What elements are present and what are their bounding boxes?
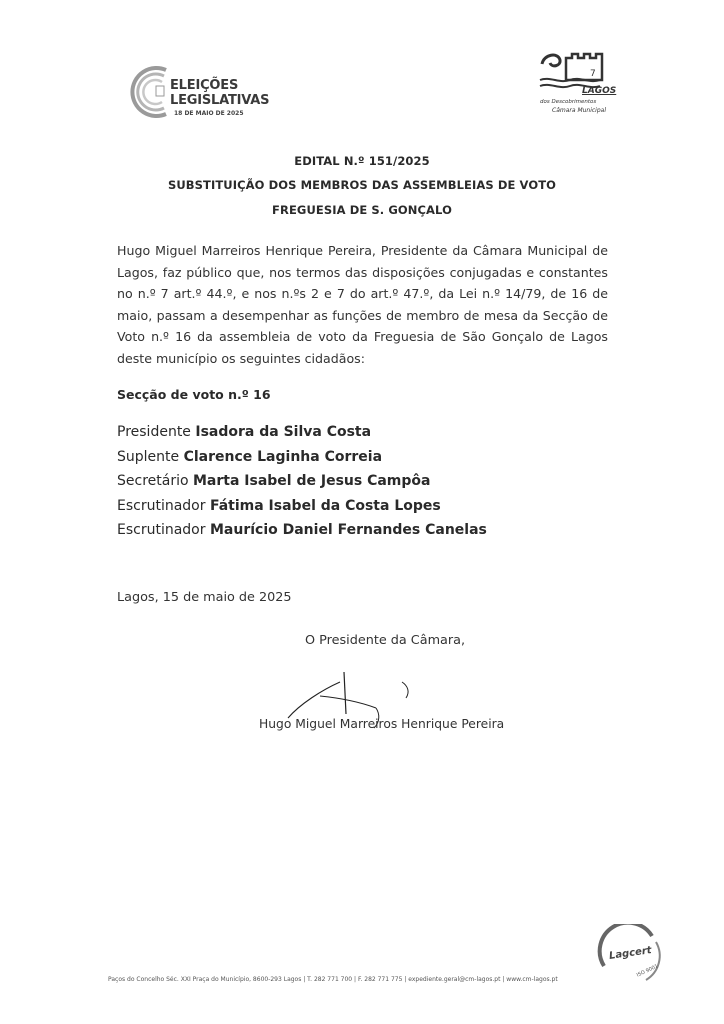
date-line: Lagos, 15 de maio de 2025 (117, 590, 292, 605)
signatory-name: Hugo Miguel Marreiros Henrique Pereira (259, 717, 505, 731)
member-row-substitute (117, 445, 487, 470)
certification-seal (596, 924, 666, 988)
document-title: EDITAL N.º 151/2025 (294, 154, 430, 168)
member-row-secretary (117, 469, 487, 494)
lagos-logo-entity: Câmara Municipal (552, 107, 607, 114)
member-role: Secretário (117, 473, 189, 489)
footer-contact: Paços do Concelho Séc. XXI Praça do Município, 8600-293 Lagos | T. 282 771 700 | F. 282 771 775 | expediente.geral@cm-lagos.pt | www.cm-lagos.pt (108, 976, 558, 983)
member-role: Escrutinador (117, 522, 206, 538)
elections-c-icon (130, 64, 174, 120)
member-name: Clarence Laginha Correia (183, 448, 383, 465)
member-name: Maurício Daniel Fernandes Canelas (209, 522, 487, 538)
lagos-emblem-icon (538, 50, 612, 90)
document-parish: FREGUESIA DE S. GONÇALO (272, 203, 452, 217)
body-paragraph: Hugo Miguel Marreiros Henrique Pereira, Presidente da Câmara Municipal de Lagos, faz público que, nos termos das disposições conjugadas e constantes no n.º 7 art.º 44.º, e nos n.ºs 2 e 7 do art.º 47.º, da Lei n.º 14/79, de 16 de maio, passam a desempenhar as funções de membro de mesa da Secção de Voto n.º 16 da assembleia de voto da Freguesia de São Gonçalo de Lagos deste município os seguintes cidadãos: (117, 243, 608, 366)
members-list (117, 420, 487, 543)
elections-logo-date: 18 DE MAIO DE 2025 (174, 110, 244, 117)
document-subject: SUBSTITUIÇÃO DOS MEMBROS DAS ASSEMBLEIAS DE VOTO (167, 178, 557, 192)
member-row-president (117, 420, 487, 445)
member-name: Fátima Isabel da Costa Lopes (209, 497, 441, 514)
section-title: Secção de voto n.º 16 (117, 387, 271, 402)
elections-logo-line1: ELEIÇÕES (170, 78, 239, 93)
elections-logo (130, 64, 270, 124)
svg-text:7: 7 (590, 69, 596, 79)
lagos-logo (530, 50, 620, 122)
signatory-title: O Presidente da Câmara, (305, 633, 466, 648)
member-name: Isadora da Silva Costa (195, 424, 372, 440)
member-role: Escrutinador (117, 497, 206, 514)
lagos-logo-name: LAGOS (582, 86, 617, 96)
seal-iso: ISO 9001 (635, 963, 660, 979)
member-row-scrutineer-2 (117, 518, 487, 543)
lagos-logo-subtitle: dos Descobrimentos (540, 99, 597, 105)
member-name: Marta Isabel de Jesus Campôa (193, 473, 431, 489)
member-role: Presidente (117, 424, 191, 440)
member-row-scrutineer-1 (117, 494, 487, 519)
elections-logo-line2: LEGISLATIVAS (170, 93, 270, 108)
member-role: Suplente (117, 448, 180, 465)
seal-text: Lagcert (608, 945, 653, 962)
